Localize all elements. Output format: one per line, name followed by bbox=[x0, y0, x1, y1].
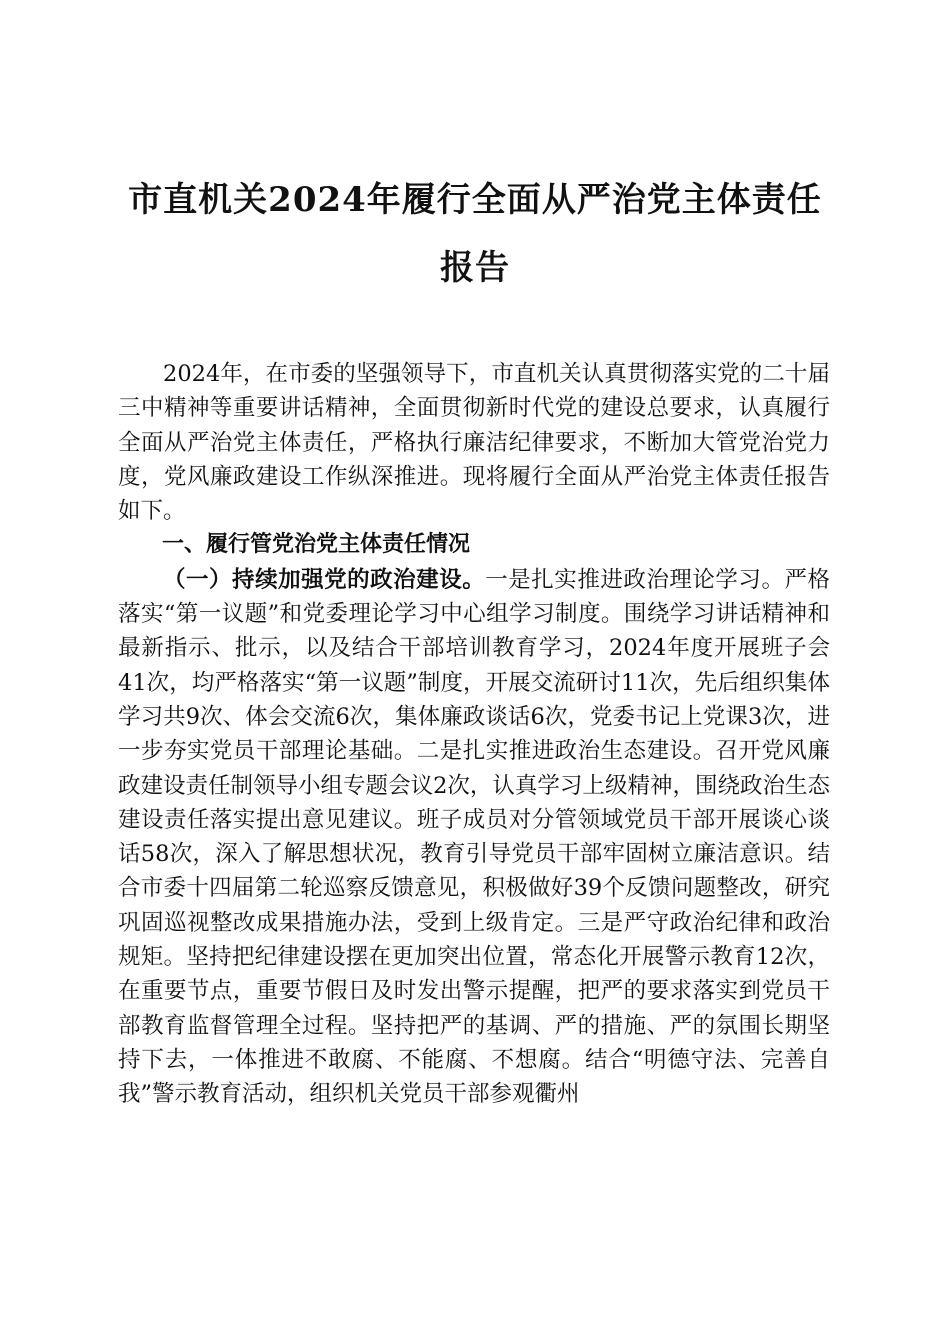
subsection1-heading: （一）持续加强党的政治建设。 bbox=[163, 566, 486, 593]
document-title-line1: 市直机关2024年履行全面从严治党主体责任 bbox=[128, 180, 822, 220]
section1-heading: 一、履行管党治党主体责任情况 bbox=[162, 532, 471, 558]
intro-paragraph: 2024年，在市委的坚强领导下，市直机关认真贯彻落实党的二十届三中精神等重要讲话精神，全面贯彻新时代党的建设总要求，认真履行全面从严治党主体责任，严格执行廉洁纪律要求，不断加大管党治党力度，党风廉政建设工作纵深推进。现将履行全面从严治党主体责任报告如下。 bbox=[118, 361, 830, 525]
subsection1-paragraph bbox=[118, 563, 830, 1112]
document-title-line2: 报告 bbox=[440, 248, 510, 288]
document-body bbox=[118, 357, 830, 1112]
subsection1-body: 一是扎实推进政治理论学习。严格落实“第一议题”和党委理论学习中心组学习制度。围绕学习讲话精神和最新指示、批示，以及结合干部培训教育学习，2024年度开展班子会41次，均严格落实“第一议题”制度，开展交流研讨11次，先后组织集体学习共9次、体会交流6次，集体廉政谈话6次，党委书记上党课3次，进一步夯实党员干部理论基础。二是扎实推进政治生态建设。召开党风廉政建设责任制领导小组专题会议2次，认真学习上级精神，围绕政治生态建设责任落实提出意见建议。班子成员对分管领域党员干部开展谈心谈话58次，深入了解思想状况，教育引导党员干部牢固树立廉洁意识。结合市委十四届第二轮巡察反馈意见，积极做好39个反馈问题整改，研究巩固巡视整改成果措施办法，受到上级肯定。三是严守政治纪律和政治规矩。坚持把纪律建设摆在更加突出位置，常态化开展警示教育12次，在重要节点，重要节假日及时发出警示提醒，把严的要求落实到党员干部教育监督管理全过程。坚持把严的基调、严的措施、严的氛围长期坚持下去，一体推进不敢腐、不能腐、不想腐。结合“明德守法、完善自我”警示教育活动，组织机关党员干部参观衢州 bbox=[118, 566, 830, 1108]
